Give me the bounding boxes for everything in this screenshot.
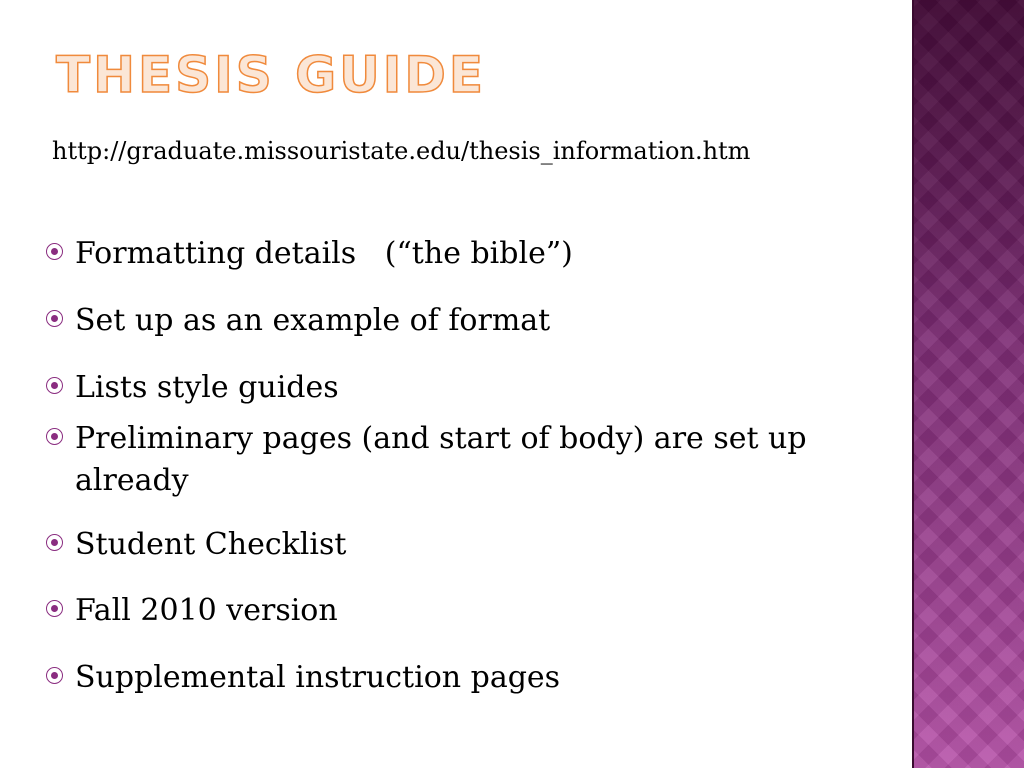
bullet-text: Set up as an example of format: [75, 303, 551, 338]
decorative-side-band: [912, 0, 1024, 768]
bullet-item: [46, 524, 886, 566]
bullet-text: Supplemental instruction pages: [75, 660, 561, 695]
bullet-text: Lists style guides: [75, 370, 339, 405]
circled-dot-icon: [46, 428, 63, 445]
circled-dot-icon: [46, 667, 63, 684]
bullet-item: [46, 657, 886, 699]
side-band-edge: [912, 0, 914, 768]
bullet-item: [46, 418, 886, 502]
bullet-text: Preliminary pages (and start of body) are set up already: [75, 421, 807, 498]
slide-title: THESIS GUIDE: [56, 46, 487, 104]
circled-dot-icon: [46, 600, 63, 617]
circled-dot-icon: [46, 377, 63, 394]
bullet-text: Fall 2010 version: [75, 593, 338, 628]
bullet-item: [46, 367, 886, 409]
bullet-text: Formatting details (“the bible”): [75, 236, 573, 271]
circled-dot-icon: [46, 243, 63, 260]
bullet-text: Student Checklist: [75, 527, 347, 562]
bullet-item: [46, 300, 886, 342]
circled-dot-icon: [46, 310, 63, 327]
bullet-item: [46, 590, 886, 632]
thesis-url-link[interactable]: http://graduate.missouristate.edu/thesis_information.htm: [52, 137, 751, 165]
circled-dot-icon: [46, 534, 63, 551]
bullet-item: [46, 233, 886, 275]
